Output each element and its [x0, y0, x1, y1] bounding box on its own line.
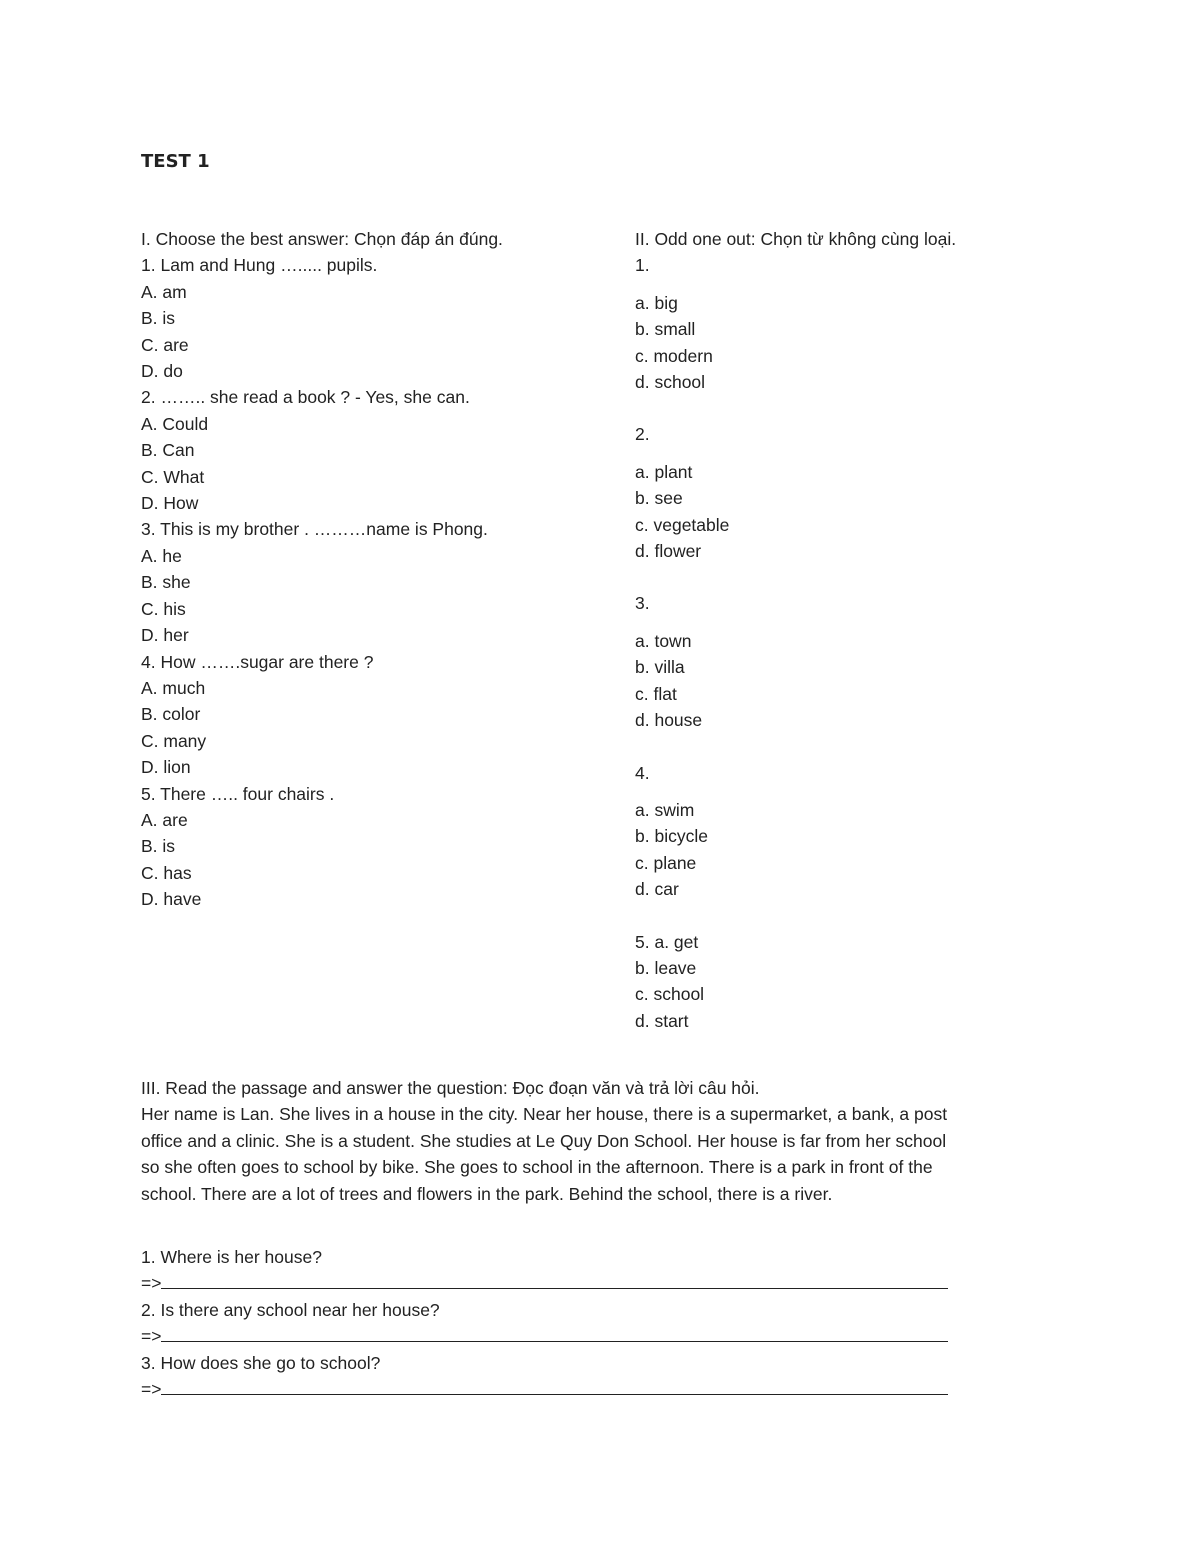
section-2-heading: II. Odd one out: Chọn từ không cùng loại.	[635, 229, 957, 249]
option-a: a. town	[635, 630, 692, 651]
answer-line	[141, 1376, 961, 1402]
question-text: 2. Is there any school near her house?	[141, 1299, 440, 1320]
option-a: A. Could	[141, 413, 209, 434]
option-a: a. big	[635, 292, 678, 313]
answer-blank[interactable]	[161, 1323, 948, 1342]
question-number: 3.	[635, 593, 650, 614]
option-b: b. small	[635, 319, 696, 340]
question-block	[141, 516, 611, 648]
answer-prefix: =>	[141, 1273, 162, 1294]
option-d: D. How	[141, 493, 199, 514]
question-text: 1. Lam and Hung …..... pupils.	[141, 255, 378, 276]
question-text: 3. How does she go to school?	[141, 1352, 381, 1373]
option-c: c. modern	[635, 345, 713, 366]
option-b: b. see	[635, 488, 683, 509]
answer-prefix: =>	[141, 1326, 162, 1347]
option-c: C. his	[141, 598, 186, 619]
option-c: c. plane	[635, 852, 697, 873]
option-c: C. many	[141, 730, 207, 751]
option-d: d. car	[635, 879, 679, 900]
answer-prefix: =>	[141, 1379, 162, 1400]
odd-one-out-block	[635, 760, 1055, 903]
section-3	[141, 1075, 961, 1402]
question-text: 1. Where is her house?	[141, 1247, 322, 1268]
question-list	[141, 1244, 961, 1402]
option-b: b. villa	[635, 657, 685, 678]
section-1	[141, 226, 611, 913]
option-c: c. flat	[635, 683, 677, 704]
option-d: d. flower	[635, 541, 702, 562]
question-text: 2. …….. she read a book ? - Yes, she can.	[141, 387, 470, 408]
option-b: b. bicycle	[635, 826, 708, 847]
section-2	[635, 226, 1055, 1060]
option-d: D. lion	[141, 757, 191, 778]
question-number-with-option-a: 5. a. get	[635, 931, 699, 952]
answer-blank[interactable]	[161, 1376, 948, 1395]
option-d: d. start	[635, 1010, 689, 1031]
option-b: B. is	[141, 308, 176, 329]
answer-line	[141, 1323, 961, 1349]
odd-one-out-block	[635, 929, 1055, 1035]
option-b: b. leave	[635, 957, 697, 978]
option-a: a. swim	[635, 799, 695, 820]
question-number: 4.	[635, 762, 650, 783]
option-d: d. house	[635, 710, 703, 731]
option-d: D. her	[141, 625, 189, 646]
question-text: 3. This is my brother . ………name is Phong.	[141, 519, 488, 540]
reading-passage: Her name is Lan. She lives in a house in the city. Near her house, there is a supermarket, a bank, a post office and a clinic. She is a student. She studies at Le Quy Don School. Her house is far from her school so she often goes to school by bike. She goes to school in the afternoon. There is a park in front of the school. There are a lot of trees and flowers in the park. Behind the school, there is a river.	[141, 1104, 948, 1204]
page-title: TEST 1	[141, 151, 210, 172]
option-b: B. Can	[141, 440, 195, 461]
odd-one-out-block	[635, 590, 1055, 733]
question-text: 5. There ….. four chairs .	[141, 783, 335, 804]
odd-one-out-block	[635, 252, 1055, 395]
option-c: C. are	[141, 334, 189, 355]
question-block	[141, 252, 611, 384]
answer-blank[interactable]	[161, 1270, 948, 1289]
question-text: 4. How …….sugar are there ?	[141, 651, 374, 672]
option-d: D. do	[141, 361, 183, 382]
answer-line	[141, 1270, 961, 1296]
option-b: B. she	[141, 572, 191, 593]
option-a: A. am	[141, 281, 187, 302]
section-3-heading: III. Read the passage and answer the question: Đọc đoạn văn và trả lời câu hỏi.	[141, 1078, 760, 1098]
option-a: A. he	[141, 545, 182, 566]
option-b: B. color	[141, 704, 201, 725]
question-number: 1.	[635, 255, 650, 276]
option-c: c. vegetable	[635, 514, 730, 535]
option-b: B. is	[141, 836, 176, 857]
option-a: a. plant	[635, 461, 693, 482]
section-1-heading: I. Choose the best answer: Chọn đáp án đúng.	[141, 229, 503, 249]
option-d: d. school	[635, 372, 706, 393]
odd-one-out-block	[635, 421, 1055, 564]
question-block	[141, 649, 611, 781]
option-a: A. are	[141, 809, 188, 830]
option-a: A. much	[141, 677, 206, 698]
question-block	[141, 781, 611, 913]
option-d: D. have	[141, 889, 202, 910]
option-c: C. has	[141, 862, 192, 883]
option-c: c. school	[635, 984, 705, 1005]
question-block	[141, 384, 611, 516]
question-number: 2.	[635, 424, 650, 445]
option-c: C. What	[141, 466, 205, 487]
